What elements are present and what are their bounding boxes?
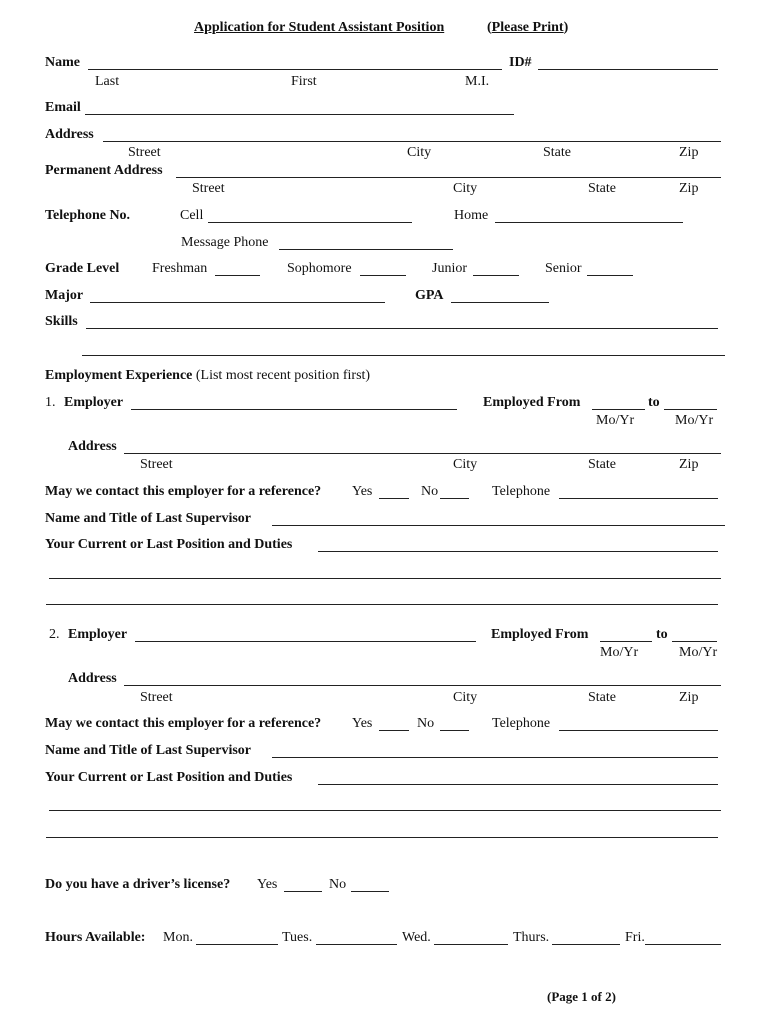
employer-2-field[interactable] xyxy=(135,641,476,642)
hours-mon-label: Mon. xyxy=(163,930,193,945)
employer-2-city-caption: City xyxy=(453,690,478,705)
employer-1-yes-label: Yes xyxy=(352,484,373,499)
hours-label: Hours Available: xyxy=(45,930,146,945)
skills-field-line-2[interactable] xyxy=(82,355,725,356)
employer-2-duties-line-3[interactable] xyxy=(46,837,718,838)
please-print-note: (Please Print) xyxy=(487,20,569,35)
employer-2-duties-label: Your Current or Last Position and Duties xyxy=(45,770,293,785)
employer-2-state-caption: State xyxy=(588,690,616,705)
hours-wed-field[interactable] xyxy=(434,944,508,945)
employer-2-duties-field[interactable] xyxy=(318,784,718,785)
employer-1-address-label: Address xyxy=(68,439,117,454)
employer-2-telephone-label: Telephone xyxy=(492,716,551,731)
name-last-caption: Last xyxy=(95,74,120,89)
hours-fri-field[interactable] xyxy=(645,944,721,945)
permanent-address-label: Permanent Address xyxy=(45,163,163,178)
skills-label: Skills xyxy=(45,314,78,329)
employment-heading-note: (List most recent position first) xyxy=(195,368,371,383)
employer-1-supervisor-label: Name and Title of Last Supervisor xyxy=(45,511,251,526)
telephone-label: Telephone No. xyxy=(45,208,131,223)
id-field[interactable] xyxy=(538,69,718,70)
employer-1-from-caption: Mo/Yr xyxy=(596,413,635,428)
employer-1-state-caption: State xyxy=(588,457,616,472)
hours-thurs-field[interactable] xyxy=(552,944,620,945)
freshman-field[interactable] xyxy=(215,275,260,276)
employer-2-address-field[interactable] xyxy=(124,685,721,686)
employer-1-no-field[interactable] xyxy=(440,498,469,499)
address-city-caption: City xyxy=(407,145,432,160)
junior-label: Junior xyxy=(432,261,467,276)
hours-thurs-label: Thurs. xyxy=(513,930,550,945)
name-label: Name xyxy=(45,55,80,70)
id-label: ID# xyxy=(509,55,532,70)
license-no-label: No xyxy=(329,877,347,892)
address-field[interactable] xyxy=(103,141,721,142)
employer-1-supervisor-field[interactable] xyxy=(272,525,725,526)
employer-2-from-caption: Mo/Yr xyxy=(600,645,639,660)
employer-2-supervisor-field[interactable] xyxy=(272,757,718,758)
employer-2-telephone-field[interactable] xyxy=(559,730,718,731)
employer-1-duties-label: Your Current or Last Position and Duties xyxy=(45,537,293,552)
message-phone-field[interactable] xyxy=(279,249,453,250)
employer-1-no-label: No xyxy=(421,484,439,499)
address-state-caption: State xyxy=(543,145,571,160)
employer-1-label: Employer xyxy=(64,395,124,410)
perm-zip-caption: Zip xyxy=(679,181,699,196)
employer-2-number: 2. xyxy=(49,627,60,642)
employer-1-from-field[interactable] xyxy=(592,409,645,410)
employer-2-duties-line-2[interactable] xyxy=(49,810,721,811)
address-zip-caption: Zip xyxy=(679,145,699,160)
message-phone-label: Message Phone xyxy=(181,235,269,250)
employer-1-to-caption: Mo/Yr xyxy=(675,413,714,428)
employer-1-employed-from-label: Employed From xyxy=(483,395,581,410)
senior-label: Senior xyxy=(545,261,582,276)
employer-1-city-caption: City xyxy=(453,457,478,472)
employer-2-no-label: No xyxy=(417,716,435,731)
employer-1-number: 1. xyxy=(45,395,56,410)
grade-level-label: Grade Level xyxy=(45,261,120,276)
employer-1-to-field[interactable] xyxy=(664,409,717,410)
cell-field[interactable] xyxy=(208,222,412,223)
junior-field[interactable] xyxy=(473,275,519,276)
employer-2-street-caption: Street xyxy=(140,690,173,705)
license-yes-field[interactable] xyxy=(284,891,322,892)
employment-heading xyxy=(45,368,370,384)
home-label: Home xyxy=(454,208,489,223)
hours-mon-field[interactable] xyxy=(196,944,278,945)
employer-1-contact-question: May we contact this employer for a reference? xyxy=(45,484,322,499)
employer-2-employed-from-label: Employed From xyxy=(491,627,589,642)
employer-1-duties-line-3[interactable] xyxy=(46,604,718,605)
employer-2-contact-question: May we contact this employer for a reference? xyxy=(45,716,322,731)
major-label: Major xyxy=(45,288,84,303)
senior-field[interactable] xyxy=(587,275,633,276)
address-street-caption: Street xyxy=(128,145,161,160)
employer-2-yes-label: Yes xyxy=(352,716,373,731)
perm-state-caption: State xyxy=(588,181,616,196)
page-number: (Page 1 of 2) xyxy=(547,989,616,1004)
sophomore-field[interactable] xyxy=(360,275,406,276)
please-print-text: Please Print xyxy=(491,20,564,35)
employer-1-telephone-label: Telephone xyxy=(492,484,551,499)
name-first-caption: First xyxy=(291,74,317,89)
employer-2-to-label: to xyxy=(656,627,668,642)
license-no-field[interactable] xyxy=(351,891,389,892)
hours-wed-label: Wed. xyxy=(402,930,431,945)
major-field[interactable] xyxy=(90,302,385,303)
employer-1-duties-line-2[interactable] xyxy=(49,578,721,579)
employer-1-duties-field[interactable] xyxy=(318,551,718,552)
license-yes-label: Yes xyxy=(257,877,278,892)
employer-1-to-label: to xyxy=(648,395,660,410)
skills-field[interactable] xyxy=(86,328,718,329)
name-field[interactable] xyxy=(88,69,502,70)
employer-1-telephone-field[interactable] xyxy=(559,498,718,499)
employer-2-supervisor-label: Name and Title of Last Supervisor xyxy=(45,743,251,758)
employment-heading-text: Employment Experience xyxy=(45,368,193,383)
employer-1-zip-caption: Zip xyxy=(679,457,699,472)
cell-label: Cell xyxy=(180,208,204,223)
employer-1-field[interactable] xyxy=(131,409,457,410)
employer-2-to-caption: Mo/Yr xyxy=(679,645,718,660)
hours-fri-label: Fri. xyxy=(625,930,645,945)
permanent-address-field[interactable] xyxy=(176,177,721,178)
perm-city-caption: City xyxy=(453,181,478,196)
employer-2-zip-caption: Zip xyxy=(679,690,699,705)
employer-2-yes-field[interactable] xyxy=(379,730,409,731)
hours-tues-field[interactable] xyxy=(316,944,397,945)
email-label: Email xyxy=(45,100,81,115)
employer-1-address-field[interactable] xyxy=(124,453,721,454)
license-question: Do you have a driver’s license? xyxy=(45,877,231,892)
employer-2-to-field[interactable] xyxy=(672,641,717,642)
gpa-label: GPA xyxy=(415,288,444,303)
form-title: Application for Student Assistant Position xyxy=(194,20,445,35)
email-field[interactable] xyxy=(85,114,514,115)
employer-2-label: Employer xyxy=(68,627,128,642)
employer-1-street-caption: Street xyxy=(140,457,173,472)
freshman-label: Freshman xyxy=(152,261,208,276)
employer-1-yes-field[interactable] xyxy=(379,498,409,499)
hours-tues-label: Tues. xyxy=(282,930,313,945)
employer-2-no-field[interactable] xyxy=(440,730,469,731)
perm-street-caption: Street xyxy=(192,181,225,196)
sophomore-label: Sophomore xyxy=(287,261,352,276)
gpa-field[interactable] xyxy=(451,302,549,303)
home-phone-field[interactable] xyxy=(495,222,683,223)
name-mi-caption: M.I. xyxy=(465,74,490,89)
employer-2-address-label: Address xyxy=(68,671,117,686)
address-label: Address xyxy=(45,127,94,142)
employer-2-from-field[interactable] xyxy=(600,641,652,642)
